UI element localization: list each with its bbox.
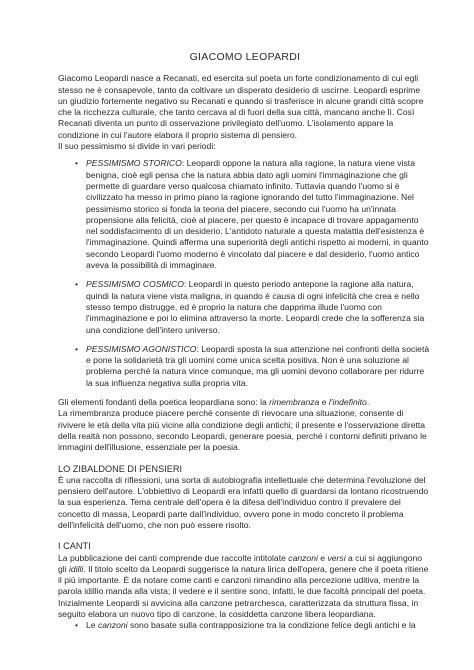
canti-bullet-item xyxy=(86,620,432,631)
canti-p3: a cui si aggiungono gli xyxy=(58,552,423,574)
document-title: GIACOMO LEOPARDI xyxy=(189,51,301,63)
canti-p2: e xyxy=(317,552,328,563)
elements-mid: e xyxy=(319,397,329,408)
bullet-lead: Le xyxy=(86,620,98,631)
period-item-agonistico xyxy=(86,344,432,389)
period-text: : Leopardi oppone la natura alla ragione, la natura viene vista benigna, cioè egli pensa che la natura abbia dato agli uomini l'immaginazione che gli permette di guardare verso qualcosa chiamato infinito. Tuttavia quando l'uomo si è civilizzato ha messo in primo piano la ragione ignorando del tutto l'immaginazione. Nel pessimismo storico si fonda la teoria del piacere, secondo cui l'uomo ha un'innata propensione alla felicità, cioè al piacere, per questo è incapace di trovare appagamento nel soddisfacimento di un desiderio. L'antidoto naturale a questa malattia dell'esistenza è l'immaginazione. Quindi afferma una superiorità degli antichi rispetto ai moderni, in quanto secondo Leopardi l'uomo moderno è vincolato dal piacere e dal desiderio, l'uomo antico aveva la possibilità di immaginare. xyxy=(86,158,429,271)
elements-lead-text: Gli elementi fondanti della poetica leopardiana sono: la xyxy=(58,397,270,408)
period-text: : Leopardi in questo periodo antepone la ragione alla natura, quindi la natura viene vista maligna, in quando è causa di ogni infelicità che crea e nello stesso tempo distrugge, ed è proprio la natura che dapprima illude l'uomo con l'immaginazione e poi lo elimina attraverso la morte. Leopardi crede che la sofferenza sia una condizione dell'intero universo. xyxy=(86,279,425,335)
period-name: PESSIMISMO AGONISTICO xyxy=(86,343,197,354)
term-canzoni-bullet: canzoni xyxy=(97,620,128,631)
zibaldone-paragraph: È una raccolta di riflessioni, una sorta di autobiografia intellettuale che determina l'evoluzione del pensiero dell'autore. L'obbiettivo di Leopardi era infatti quello di guardarsi da lontano ricostruendo la sua esperienza. Tema centrale dell'opera è la difesa dell'individuo contro il prevalere del concetto di massa, Leopardi parte dall'individuo, ovvero pone in modo concreto il problema dell'infelicità dell'uomo, che non può essere risolto. xyxy=(58,474,429,530)
period-name: PESSIMISMO STORICO xyxy=(86,158,182,169)
elements-lead xyxy=(58,397,432,408)
canti-p4: . Il titolo scelto da Leopardi suggerisce la natura lirica dell'opera, genere che il poeta ritiene il più importante. È da notare come canti e canzoni rimandino alla percezione uditiva, mentre la parola idillio manda alla vista; il vedere e il sentire sono, infatti, le due facoltà principali del poeta. Inizialmente Leopardi si avvicina alla canzone petrarchesca, caratterizzata da struttura fissa, in seguito elabora un nuovo tipo di canzone, la cosiddetta canzone libera leopardiana. xyxy=(58,563,429,620)
term-rimembranza: rimembranza xyxy=(269,397,320,408)
intro-paragraph: Giacomo Leopardi nasce a Recanati, ed esercita sul poeta un forte condizionamento di cui egli stesso ne è consapevole, tanto da coltivare un disperato desiderio di uscirne. Leopardi esprime un giudizio fortemente negativo su Recanati e quando si trasferisce in alcune grandi città scopre che la ricchezza culturale, che tanto cercava al di fuori della sua città, mancano anche lì. Così Recanati diventa un punto di osservazione privilegiato dell'uomo. L'isolamento appare la condizione in cui l'autore elabora il proprio sistema di pensiero. xyxy=(58,73,424,140)
elements-paragraph: La rimembranza produce piacere perché consente di rievocare una situazione, consente di rivivere le età della vita più vicine alla condizione degli antichi; il presente e l'osservazione diretta della realtà non possono, secondo Leopardi, generare poesia, perché i contorni definiti privano le immagini dell'illusione, essenziale per la poesia. xyxy=(58,408,427,453)
period-item-cosmico xyxy=(86,279,432,335)
period-text: : Leopardi sposta la sua attenzione nei confronti della società e pone la solidarietà tra gli uomini come unica scelta positiva. Non è una soluzione al problema perché la natura vince comunque, ma gli uomini devono collaborare per ridurre la sua influenza negativa sulla propria vita. xyxy=(86,343,430,388)
term-canzoni: canzoni xyxy=(288,552,318,563)
bullet-text: sono basate sulla contrapposizione tra la condizione felice degli antichi e la xyxy=(127,620,416,631)
term-versi: versi xyxy=(327,552,346,563)
elements-end: . xyxy=(366,397,370,408)
term-indefinito: l'indefinito xyxy=(328,397,367,408)
canti-heading: I CANTI xyxy=(58,541,91,552)
period-item-storico xyxy=(86,158,432,271)
canti-section xyxy=(58,541,432,631)
term-idilli: idilli xyxy=(69,563,84,574)
canti-paragraph xyxy=(58,553,432,621)
canti-bullets xyxy=(58,620,432,631)
zibaldone-section xyxy=(58,464,432,532)
period-name: PESSIMISMO COSMICO xyxy=(86,279,184,290)
periods-intro: Il suo pessimismo si divide in vari periodi: xyxy=(58,141,216,152)
zibaldone-heading: LO ZIBALDONE DI PENSIERI xyxy=(58,463,183,474)
canti-p1: La pubblicazione dei canti comprende due raccolte intitolate xyxy=(58,552,289,563)
periods-list xyxy=(58,158,432,389)
